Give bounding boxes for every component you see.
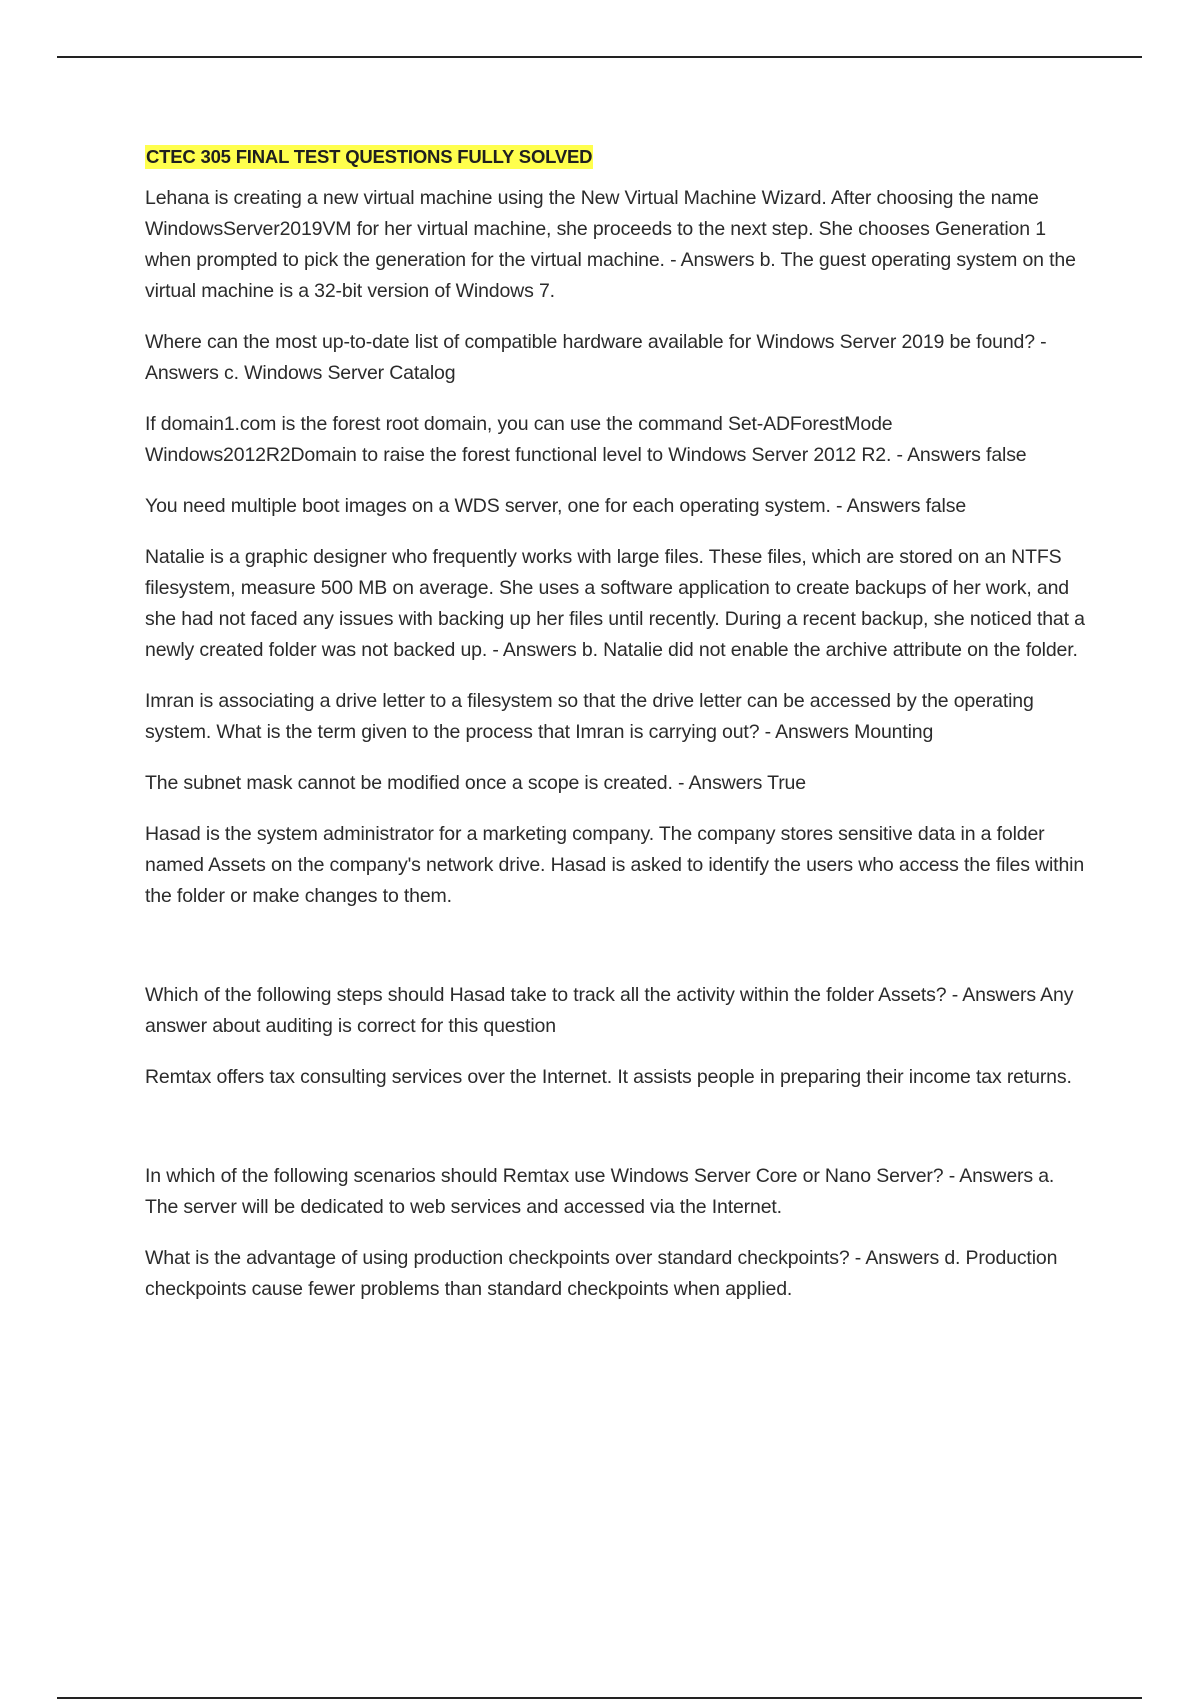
paragraph-subnet-mask: The subnet mask cannot be modified once a scope is created. - Answers True	[145, 772, 806, 794]
paragraph-compatible-hardware: Where can the most up-to-date list of compatible hardware available for Windows Server 2019 be found? - Answers c. Windows Server Catalog	[145, 331, 1047, 384]
document-body	[145, 145, 1090, 1325]
paragraph-wds-boot-images: You need multiple boot images on a WDS server, one for each operating system. - Answers false	[145, 495, 967, 517]
paragraph-production-checkpoints: What is the advantage of using production checkpoints over standard checkpoints? - Answers d. Production checkpoints cause fewer problems than standard checkpoints when applied.	[145, 1247, 1058, 1300]
page-top-rule	[57, 56, 1142, 58]
paragraph-forest-mode: If domain1.com is the forest root domain, you can use the command Set-ADForestMode Windows2012R2Domain to raise the forest functional level to Windows Server 2012 R2. - Answers false	[145, 413, 1027, 466]
paragraph-lehana-vm: Lehana is creating a new virtual machine using the New Virtual Machine Wizard. After choosing the name WindowsServer2019VM for her virtual machine, she proceeds to the next step. She chooses Generation 1 when prompted to pick the generation for the virtual machine. - Answers b. The guest operating system on the virtual machine is a 32-bit version of Windows 7.	[145, 187, 1076, 302]
page-bottom-rule	[57, 1697, 1142, 1699]
paragraph-hasad-question: Which of the following steps should Hasad take to track all the activity within the folder Assets? - Answers Any answer about auditing is correct for this question	[145, 984, 1074, 1037]
paragraph-natalie-backup: Natalie is a graphic designer who frequently works with large files. These files, which are stored on an NTFS filesystem, measure 500 MB on average. She uses a software application to create backups of her work, and she had not faced any issues with backing up her files until recently. During a recent backup, she noticed that a newly created folder was not backed up. - Answers b. Natalie did not enable the archive attribute on the folder.	[145, 546, 1085, 661]
paragraph-remtax-question: In which of the following scenarios should Remtax use Windows Server Core or Nano Server? - Answers a. The server will be dedicated to web services and accessed via the Internet.	[145, 1165, 1055, 1218]
paragraph-remtax-scenario: Remtax offers tax consulting services over the Internet. It assists people in preparing their income tax returns.	[145, 1066, 1072, 1088]
paragraph-hasad-scenario: Hasad is the system administrator for a marketing company. The company stores sensitive data in a folder named Assets on the company's network drive. Hasad is asked to identify the users who access the files within the folder or make changes to them.	[145, 823, 1085, 907]
document-title: CTEC 305 FINAL TEST QUESTIONS FULLY SOLVED	[146, 146, 593, 167]
paragraph-imran-mounting: Imran is associating a drive letter to a filesystem so that the drive letter can be accessed by the operating system. What is the term given to the process that Imran is carrying out? - Answers Mounting	[145, 690, 1034, 743]
